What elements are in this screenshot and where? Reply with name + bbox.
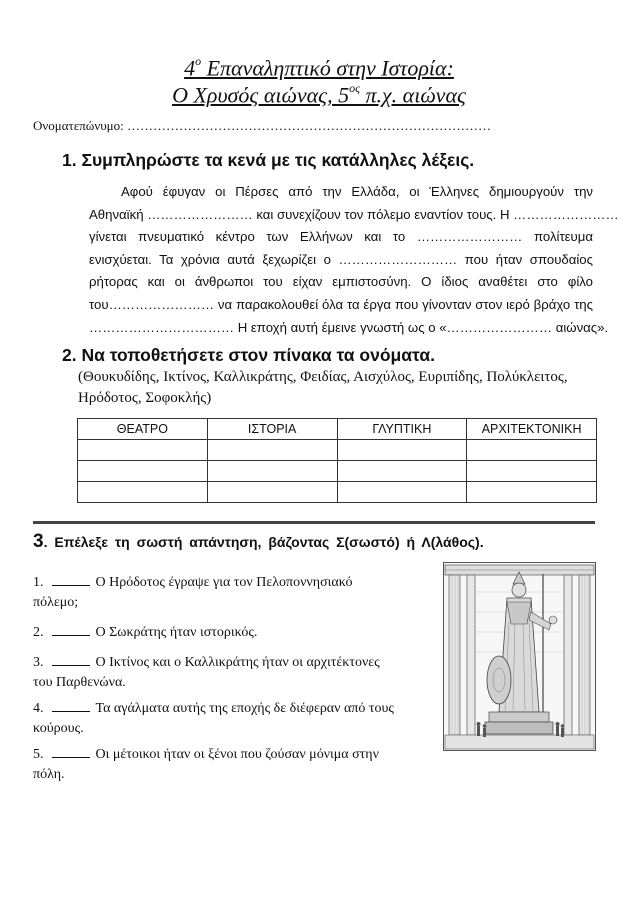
section2-heading (62, 345, 435, 366)
names-list (78, 367, 598, 409)
question-text-continued: πόλη. (33, 767, 65, 782)
question-line (33, 573, 423, 593)
question-number: 3. (33, 655, 44, 670)
section3-heading (33, 531, 484, 553)
question-2 (33, 623, 423, 643)
table-cell[interactable] (78, 482, 208, 503)
paragraph-line: Αθηναϊκή …………………… και συνεχίζουν τον πόλεμο εναντίον τους. Η …………………… (89, 206, 619, 222)
question-line (33, 745, 423, 765)
worksheet-title-line2 (0, 77, 638, 108)
answer-blank[interactable] (52, 653, 90, 666)
athena-statue-temple-illustration-icon (443, 562, 596, 751)
column-header-history: ΙΣΤΟΡΙΑ (207, 419, 337, 440)
table-header-row (78, 419, 597, 440)
paragraph-line: …………………………… Η εποχή αυτή έμεινε γνωστή ως ο «…………………… αιώνας». (89, 319, 609, 335)
answer-blank[interactable] (52, 573, 90, 586)
question-line (33, 653, 423, 673)
table-cell[interactable] (337, 482, 467, 503)
section-divider (33, 521, 595, 524)
table-cell[interactable] (467, 440, 597, 461)
title-line1-text: Επαναληπτικό στην Ιστορία: (201, 55, 454, 81)
section1-heading: 1. Συμπληρώστε τα κενά με τις κατάλληλες λέξεις. (62, 150, 475, 170)
names-list-line: Ηρόδοτος, Σοφοκλής) (78, 390, 212, 406)
title-line2-text: Ο Χρυσός αιώνας, 5 (172, 82, 350, 108)
question-4 (33, 699, 423, 739)
question-5 (33, 745, 423, 785)
title-line1-superscript: ο (195, 54, 202, 68)
question-text: Ο Ηρόδοτος έγραψε για τον Πελοποννησιακό (95, 575, 353, 590)
question-text-continued: πόλεμο; (33, 595, 79, 610)
question-text: Ο Σωκράτης ήταν ιστορικός. (95, 625, 258, 640)
paragraph-line: γίνεται πνευματικό κέντρο των Ελλήνων και το …………………… πολίτευμα (89, 229, 593, 245)
answer-blank[interactable] (52, 699, 90, 712)
question-text: Οι μέτοικοι ήταν οι ξένοι που ζούσαν μόνιμα στην (95, 747, 379, 762)
question-text-continued: του Παρθενώνα. (33, 675, 126, 690)
column-header-architecture: ΑΡΧΙΤΕΚΤΟΝΙΚΗ (467, 419, 597, 440)
column-header-sculpture: ΓΛΥΠΤΙΚΗ (337, 419, 467, 440)
question-number: 5. (33, 747, 44, 762)
question-line (33, 623, 423, 643)
paragraph-line: ρήτορας και οι άνθρωποι του είχαν εμπιστοσύνη. Ο ίδιος αναθέτει στο φίλο (89, 274, 593, 290)
title-line1-number: 4 (184, 55, 196, 81)
table-cell[interactable] (207, 440, 337, 461)
question-text: Τα αγάλματα αυτής της εποχής δε διέφεραν από τους (95, 701, 394, 716)
section3-number: 3 (33, 531, 44, 552)
table-row (78, 440, 597, 461)
question-number: 2. (33, 625, 44, 640)
table-cell[interactable] (78, 461, 208, 482)
paragraph-line: Αφού έφυγαν οι Πέρσες από την Ελλάδα, οι Έλληνες δημιουργούν την (121, 184, 593, 199)
title-line2-suffix: π.χ. αιώνας (359, 82, 466, 108)
paragraph-line: του…………………… να παρακολουθεί όλα τα έργα που γίνονταν στον ιερό βράχο της (89, 296, 593, 312)
section3-heading-text: . Επέλεξε τη σωστή απάντηση, βάζοντας Σ(σωστό) ή Λ(λάθος). (43, 534, 484, 550)
column-header-theatre: ΘΕΑΤΡΟ (78, 419, 208, 440)
answer-blank[interactable] (52, 745, 90, 758)
answer-blank[interactable] (52, 623, 90, 636)
question-line (33, 699, 423, 719)
table-cell[interactable] (207, 461, 337, 482)
student-name-line[interactable]: Ονοματεπώνυμο: ………………………………………………………………………… (33, 118, 491, 133)
table-row (78, 482, 597, 503)
table-cell[interactable] (78, 440, 208, 461)
paragraph-line: ενισχύεται. Τα χρόνια αυτά ξεχωρίζει ο ……………………… που ήταν σπουδαίος (89, 251, 593, 267)
table-cell[interactable] (467, 461, 597, 482)
question-3 (33, 653, 423, 693)
table-cell[interactable] (337, 461, 467, 482)
question-text-continued: κούρους. (33, 721, 84, 736)
names-list-line: (Θουκυδίδης, Ικτίνος, Καλλικράτης, Φειδίας, Αισχύλος, Ευριπίδης, Πολύκλειτος, (78, 369, 568, 385)
fill-in-paragraph (89, 181, 619, 339)
table-row (78, 461, 597, 482)
question-1 (33, 573, 423, 613)
question-text: Ο Ικτίνος και ο Καλλικράτης ήταν οι αρχιτέκτονες (95, 655, 380, 670)
section2-heading-text: 2. Να τοποθετήσετε στον πίνακα τα ονόματα. (62, 345, 435, 365)
table-cell[interactable] (467, 482, 597, 503)
table-cell[interactable] (337, 440, 467, 461)
table-cell[interactable] (207, 482, 337, 503)
category-table (77, 418, 597, 503)
question-number: 1. (33, 575, 44, 590)
title-line2-superscript: ος (349, 81, 360, 95)
question-number: 4. (33, 701, 44, 716)
